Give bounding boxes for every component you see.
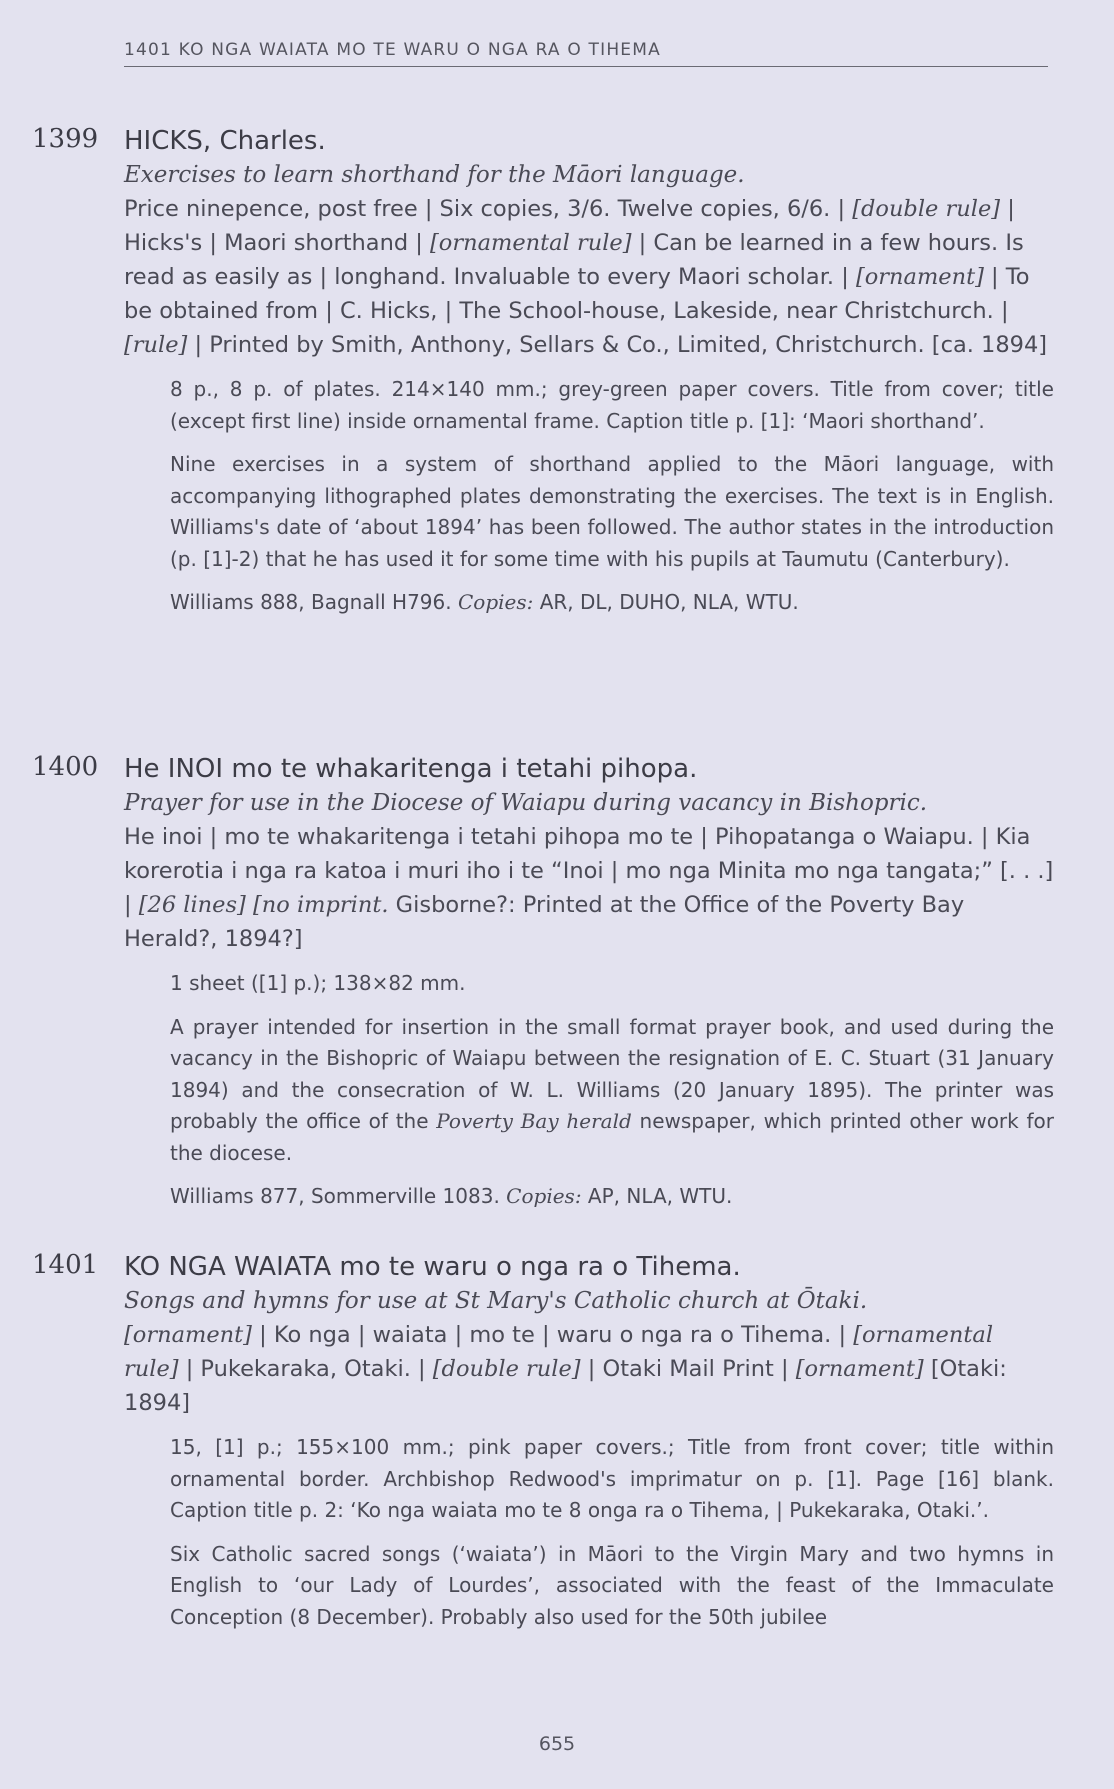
title-transcription: [ornament] | Ko nga | waiata | mo te | waru o nga ra o Tihema. | [ornamental rule] | Pukekaraka, Otaki. | [double rule] | Otaki Mail Print | [ornament] [Otaki: 1894] bbox=[124, 1322, 1007, 1416]
entry-notes: Six Catholic sacred songs (‘waiata’) in Māori to the Virgin Mary and two hymns in English to ‘our Lady of Lourdes’, associated with the feast of the Immaculate Conception (8 December). Probably also used for the 50th jubilee bbox=[170, 1541, 1054, 1629]
references: Williams 877, Sommerville 1083. Copies: AP, NLA, WTU. bbox=[170, 1184, 733, 1208]
entry-notes: Nine exercises in a system of shorthand applied to the Māori language, with accompanying lithographed plates demonstrating the exercises. The text is in English. Williams's date of ‘about 1894’ has been followed. The author states in the introduction (p. [1]-2) that he has used it for some time with his pupils at Taumutu (Canterbury). bbox=[170, 452, 1054, 571]
entry-heading: He INOI mo te whakaritenga i tetahi pihopa. bbox=[124, 754, 698, 784]
english-title: Exercises to learn shorthand for the Māori language. bbox=[124, 162, 745, 188]
entry-heading: HICKS, Charles. bbox=[124, 126, 326, 156]
references: Williams 888, Bagnall H796. Copies: AR, DL, DUHO, NLA, WTU. bbox=[170, 590, 799, 614]
entry-body bbox=[124, 752, 1054, 1213]
physical-description: 8 p., 8 p. of plates. 214×140 mm.; grey-green paper covers. Title from cover; title (except first line) inside ornamental frame. Caption title p. [1]: ‘Maori shorthand’. bbox=[170, 377, 1054, 433]
entry-number: 1400 bbox=[32, 752, 99, 782]
english-title: Prayer for use in the Diocese of Waiapu during vacancy in Bishopric. bbox=[124, 790, 928, 816]
english-title: Songs and hymns for use at St Mary's Catholic church at Ōtaki. bbox=[124, 1288, 868, 1314]
entry-notes: A prayer intended for insertion in the small format prayer book, and used during the vacancy in the Bishopric of Waiapu between the resignation of E. C. Stuart (31 January 1894) and the consecration of W. L. Williams (20 January 1895). The printer was probably the office of the Poverty Bay herald newspaper, which printed other work for the diocese. bbox=[170, 1014, 1054, 1165]
page-number: 655 bbox=[538, 1733, 576, 1755]
running-head: 1401 KO NGA WAIATA MO TE WARU O NGA RA O TIHEMA bbox=[124, 40, 1048, 67]
physical-description: 15, [1] p.; 155×100 mm.; pink paper covers.; Title from front cover; title within ornamental border. Archbishop Redwood's imprimatur on p. [1]. Page [16] blank. Caption title p. 2: ‘Ko nga waiata mo te 8 onga ra o Tihema, | Pukekaraka, Otaki.’. bbox=[170, 1435, 1054, 1522]
entry-body bbox=[124, 1250, 1054, 1633]
entry-body bbox=[124, 124, 1054, 619]
title-transcription: Price ninepence, post free | Six copies, 3/6. Twelve copies, 6/6. | [double rule] | Hicks's | Maori shorthand | [ornamental rule] | Can be learned in a few hours. Is read as easily as | longhand. Invaluable to every Maori scholar. | [ornament] | To be obtained from | C. Hicks, | The School-house, Lakeside, near Christchurch. | [rule] | Printed by Smith, Anthony, Sellars & Co., Limited, Christchurch. [ca. 1894] bbox=[124, 196, 1048, 358]
physical-description: 1 sheet ([1] p.); 138×82 mm. bbox=[170, 971, 466, 995]
entry-number: 1399 bbox=[32, 124, 99, 154]
entry-number: 1401 bbox=[32, 1250, 99, 1280]
entry-heading: KO NGA WAIATA mo te waru o nga ra o Tihema. bbox=[124, 1252, 741, 1282]
title-transcription: He inoi | mo te whakaritenga i tetahi pihopa mo te | Pihopatanga o Waiapu. | Kia korerotia i nga ra katoa i muri iho i te “Inoi | mo nga Minita mo nga tangata;” [. . .] | [26 lines] [no imprint. Gisborne?: Printed at the Office of the Poverty Bay Herald?, 1894?] bbox=[124, 824, 1054, 952]
